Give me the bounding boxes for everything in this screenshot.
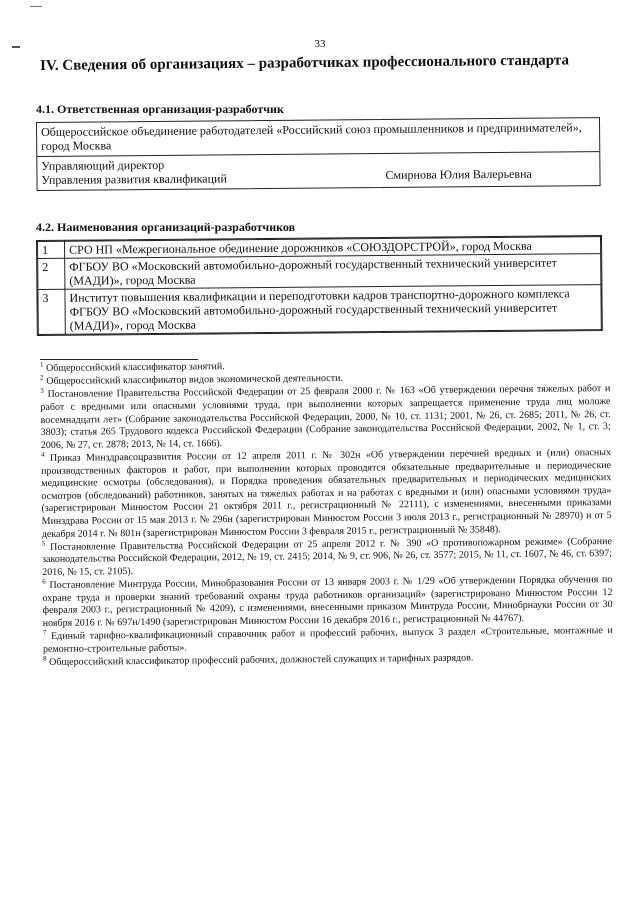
developers-table	[36, 235, 603, 336]
footnote-text: Общероссийский классификатор профессий рабочих, должностей служащих и тарифных разрядов.	[49, 652, 474, 668]
footnote	[40, 383, 611, 452]
footnote-separator	[40, 359, 198, 360]
row-number: 2	[38, 258, 65, 289]
org-name: СРО НП «Межрегиональное обединение дорожников «СОЮЗДОРСТРОЙ», город Москва	[65, 237, 601, 259]
footnote-mark: 1	[39, 360, 44, 369]
page-number: 33	[314, 38, 326, 50]
row-number: 3	[38, 289, 65, 334]
footnote-mark: 7	[42, 628, 47, 637]
org-name: Институт повышения квалификации и переподготовки кадров транспортно-дорожного комплекса ФГБОУ ВО «Московский автомобильно-дорожный государственный технический университет (МАДИ)», город Москва	[65, 285, 601, 335]
footnote-text: Приказ Минздравсоцразвития России от 12 апреля 2011 г. № 302н «Об утверждении перечней вредных и (или) опасных производственных факторов и работ, при выполнении которых проводятся обязательные предварительные и периодические медицинские осмотры (обследования), и Порядка проведения обязательных предварительных и периодических медицинских осмотров (обследований) работников, занятых на тяжелых работах и на работах с вредными и (или) опасными условиями труда» (зарегистрирован Минюстом России 21 октября 2011 г., регистрационный № 22111), с изменениями, внесенными приказами Минздрава России от 15 мая 2013 г. № 296н (зарегистрирован Минюстом России 3 июля 2013 г., регистрационный № 28970) и от 5 декабря 2014 г. № 801н (зарегистрирован Минюстом России 3 февраля 2015 г., регистрационный № 35848).	[41, 446, 612, 540]
footnote	[42, 536, 612, 580]
responsible-org-table	[36, 117, 601, 191]
scan-mark	[30, 6, 42, 7]
footnote-mark: 2	[40, 373, 44, 382]
footnote-text: Постановление Правительства Российской Федерации от 25 апреля 2012 г. № 390 «О противопожарном режиме» (Собрание законодательства Российской Федерации, 2012, № 19, ст. 2415; 2014, № 9, ст. 906, № 26, ст. 3577; 2015, № 11, ст. 1607, № 46, ст. 6397; 2016, № 15, ст. 2105).	[42, 535, 613, 578]
footnotes	[40, 357, 613, 670]
table-row	[38, 254, 601, 290]
position-line-1: Управляющий директор	[41, 157, 165, 173]
footnote-mark: 4	[40, 450, 45, 459]
responsible-org-heading: 4.1. Ответственная организация-разработчик	[36, 102, 284, 116]
footnote	[41, 447, 612, 541]
footnote-text: Общероссийский классификатор занятий.	[45, 361, 225, 374]
developers-heading: 4.2. Наименования организаций-разработчиков	[36, 220, 296, 234]
footnote-text: Общероссийский классификатор видов экономической деятельности.	[46, 373, 343, 388]
footnote-text: Постановление Правительства Российской Федерации от 25 февраля 2000 г. № 163 «Об утверждении перечня тяжелых работ и работ с вредными или опасными условиями труда, при выполнении которых запрещается применение труда лиц моложе восемнадцати лет» (Собрание законодательства Российской Федерации, 2000, № 10, ст. 1131; 2001, № 26, ст. 2685; 2011, № 26, ст. 3803); статья 265 Трудового кодекса Российской Федерации (Собрание законодательства Российской Федерации, 2002, № 1, ст. 3; 2006, № 27, ст. 2878; 2013, № 14, ст. 1666).	[40, 383, 611, 451]
footnote-mark: 6	[42, 577, 46, 586]
org-name: ФГБОУ ВО «Московский автомобильно-дорожный государственный технический университет (МАДИ)», город Москва	[65, 254, 601, 290]
footnote-text: Единый тарифно-квалификационный справочник работ и профессий рабочих, выпуск 3 раздел «Строительные, монтажные и ремонтно-строительные работы».	[42, 625, 613, 655]
responsible-org-name: Общероссийское объединение работодателей «Российский союз промышленников и предпринимателей», город Москва	[41, 120, 582, 153]
footnote-mark: 5	[41, 539, 46, 548]
responsible-person-row	[37, 151, 599, 190]
footnote-mark: 3	[40, 387, 44, 396]
row-number: 1	[38, 241, 65, 258]
responsible-position	[41, 156, 385, 187]
footnote-text: Постановление Минтруда России, Минобразования России от 13 января 2003 г. № 1/29 «Об утверждении Порядка обучения по охране труда и проверки знаний требований охраны труда работников организаций» (зарегистрировано Минюстом России 12 февраля 2003 г., регистрационный № 4209), с изменениями, внесенными приказом Минтруда России, Минобрнауки России от 30 ноября 2016 г. № 697н/1490 (зарегистрирован Минюстом России 16 декабря 2016 г., регистрационный № 44767).	[42, 574, 613, 629]
footnote-mark: 8	[43, 654, 47, 663]
position-line-2: Управления развития квалификаций	[41, 171, 227, 187]
section-title: IV. Сведения об организациях – разработчиках профессионального стандарта	[40, 52, 569, 74]
footnote	[42, 574, 612, 630]
table-row	[38, 285, 601, 335]
responsible-person-name: Смирнова Юлия Валерьевна	[385, 166, 532, 182]
